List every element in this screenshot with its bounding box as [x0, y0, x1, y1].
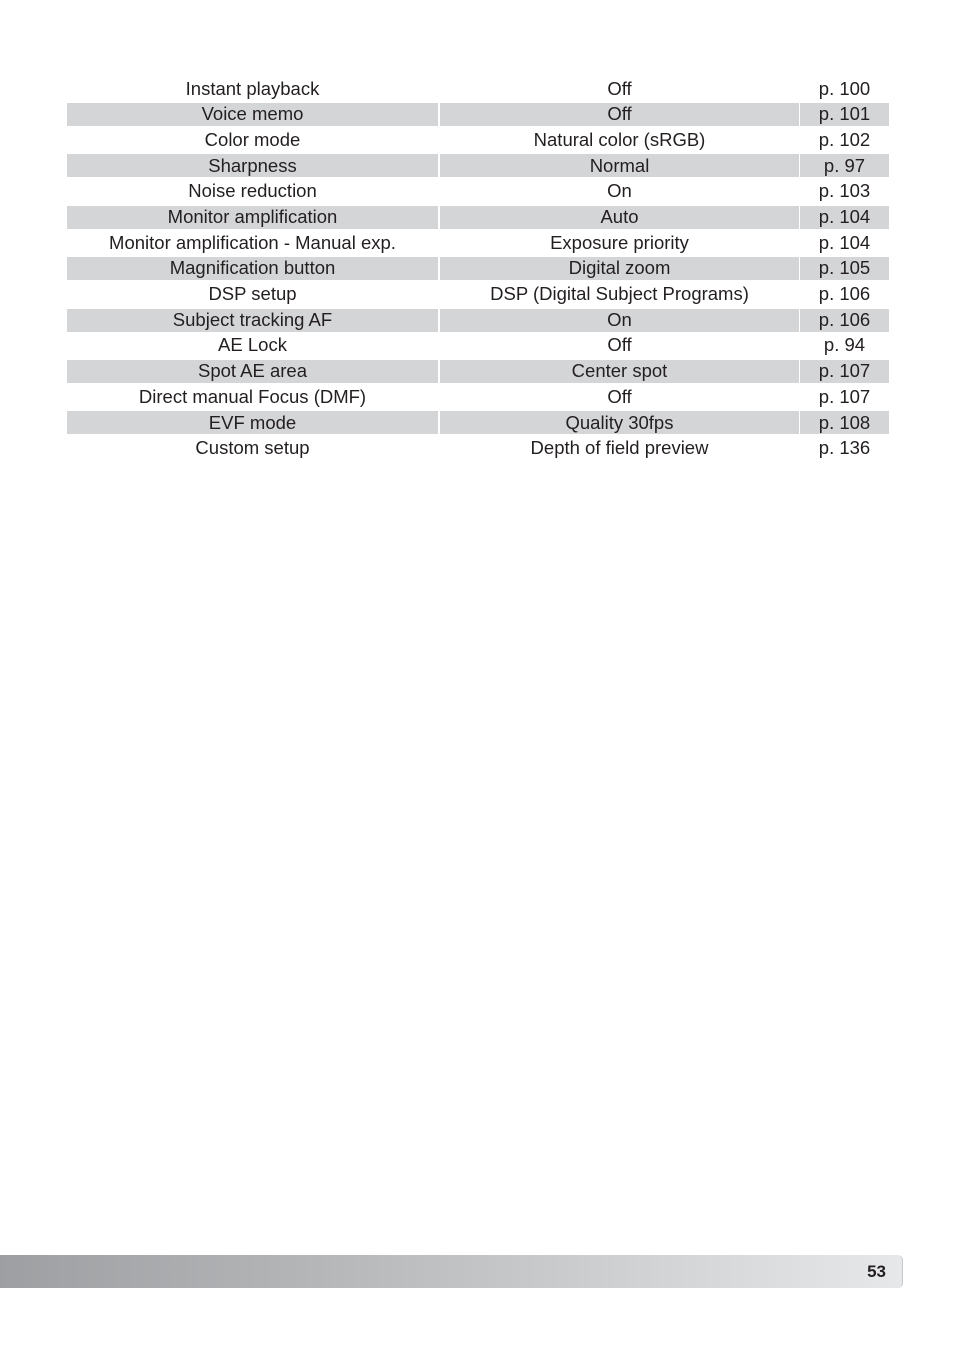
page-reference: p. 106	[800, 309, 889, 332]
setting-name: Sharpness	[67, 154, 438, 177]
setting-name: AE Lock	[218, 334, 287, 356]
page-reference: p. 94	[823, 334, 866, 356]
setting-name: Instant playback	[185, 77, 320, 99]
table-row	[67, 179, 889, 205]
setting-default: Off	[607, 385, 632, 407]
page-reference: p. 107	[818, 385, 871, 407]
page-reference: p. 103	[818, 180, 871, 202]
setting-default: Exposure priority	[550, 231, 689, 253]
settings-table	[67, 76, 889, 461]
setting-name: Spot AE area	[67, 360, 438, 383]
setting-default: Off	[607, 334, 632, 356]
setting-name: Subject tracking AF	[67, 309, 438, 332]
setting-name: Monitor amplification - Manual exp.	[109, 231, 396, 253]
setting-name: DSP setup	[208, 283, 297, 305]
setting-default: Natural color (sRGB)	[533, 128, 706, 150]
table-row	[67, 127, 889, 153]
footer-bar	[0, 1255, 903, 1288]
page-reference: p. 105	[800, 257, 889, 280]
table-row	[67, 410, 889, 436]
setting-name: Custom setup	[195, 437, 310, 459]
page-reference: p. 104	[818, 231, 871, 253]
setting-default: Auto	[440, 206, 799, 229]
table-row	[67, 333, 889, 359]
table-row	[67, 102, 889, 128]
setting-default: DSP (Digital Subject Programs)	[490, 283, 749, 305]
setting-default: Center spot	[440, 360, 799, 383]
setting-default: Digital zoom	[440, 257, 799, 280]
setting-default: Off	[440, 103, 799, 126]
table-row	[67, 204, 889, 230]
setting-name: Monitor amplification	[67, 206, 438, 229]
setting-name: Voice memo	[67, 103, 438, 126]
setting-default: On	[607, 180, 632, 202]
page-reference: p. 100	[818, 77, 871, 99]
setting-name: Magnification button	[67, 257, 438, 280]
table-row	[67, 359, 889, 385]
table-row	[67, 307, 889, 333]
page-reference: p. 101	[800, 103, 889, 126]
setting-name: Noise reduction	[188, 180, 317, 202]
table-row	[67, 384, 889, 410]
setting-default: Quality 30fps	[440, 411, 799, 434]
page-number: 53	[867, 1261, 886, 1281]
setting-name: Color mode	[204, 128, 301, 150]
page-reference: p. 136	[818, 437, 871, 459]
page-reference: p. 102	[818, 128, 871, 150]
table-row	[67, 256, 889, 282]
page-reference: p. 108	[800, 411, 889, 434]
setting-default: Depth of field preview	[530, 437, 709, 459]
table-row	[67, 230, 889, 256]
table-row	[67, 153, 889, 179]
setting-default: Normal	[440, 154, 799, 177]
table-row	[67, 76, 889, 102]
table-row	[67, 282, 889, 308]
page-reference: p. 104	[800, 206, 889, 229]
setting-default: On	[440, 309, 799, 332]
setting-name: EVF mode	[67, 411, 438, 434]
setting-default: Off	[607, 77, 632, 99]
page-reference: p. 97	[800, 154, 889, 177]
page-reference: p. 107	[800, 360, 889, 383]
table-row	[67, 436, 889, 462]
setting-name: Direct manual Focus (DMF)	[138, 385, 367, 407]
page-reference: p. 106	[818, 283, 871, 305]
